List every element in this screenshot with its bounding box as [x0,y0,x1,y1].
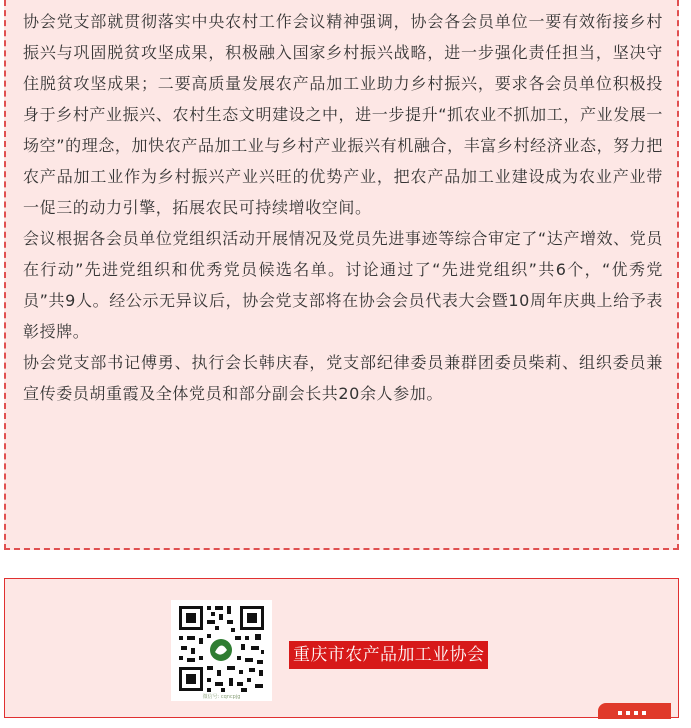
article-box [4,0,679,550]
footer-box [4,578,679,718]
corner-decoration [598,703,671,719]
paragraph-policy: 协会党支部就贯彻落实中央农村工作会议精神强调，协会各会员单位一要有效衔接乡村振兴与巩固脱贫攻坚成果，积极融入国家乡村振兴战略，进一步强化责任担当，坚决守住脱贫攻坚成果；二要高质量发展农产品加工业助力乡村振兴，要求各会员单位积极投身于乡村产业振兴、农村生态文明建设之中，进一步提升“抓农业不抓加工，产业发展一场空”的理念，加快农产品加工业与乡村产业振兴有机融合，丰富乡村经济业态，努力把农产品加工业作为乡村振兴产业兴旺的优势产业，把农产品加工业建设成为农业产业带一促三的动力引擎，拓展农民可持续增收空间。 [23,12,663,217]
article-body [23,6,663,409]
paragraph-attendees: 协会党支部书记傅勇、执行会长韩庆春，党支部纪律委员兼群团委员柴莉、组织委员兼宣传委员胡重霞及全体党员和部分副会长共20余人参加。 [23,353,663,403]
qr-code-icon [171,600,272,701]
org-name: 重庆市农产品加工业协会 [289,641,488,669]
paragraph-selection: 会议根据各会员单位党组织活动开展情况及党员先进事迹等综合审定了“达产增效、党员在行动”先进党组织和优秀党员候选名单。讨论通过了“先进党组织”共6个，“优秀党员”共9人。经公示无异议后，协会党支部将在协会会员代表大会暨10周年庆典上给予表彰授牌。 [23,229,663,341]
qr-caption: 微信号: cqncpjg [202,694,241,700]
